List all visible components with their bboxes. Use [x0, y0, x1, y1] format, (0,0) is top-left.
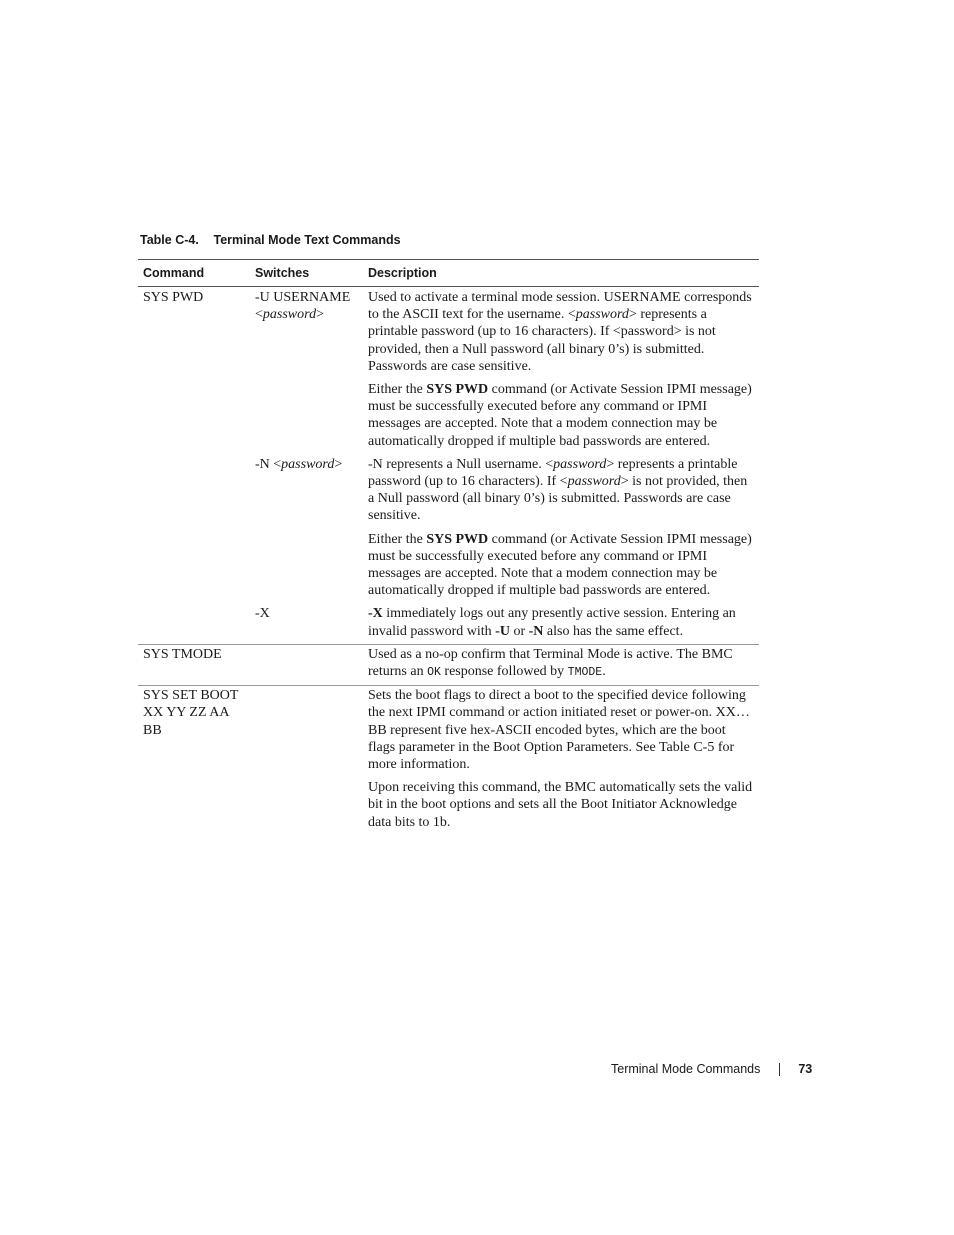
cell-description-tmode [363, 646, 759, 681]
text: command (or Activate Session IPMI message) must be successfully executed before any command or IPMI messages are accepted. Note that a modem connection may be automatically dropped if multiple bad passwords are entered. [368, 531, 752, 599]
header-description: Description [368, 266, 437, 280]
terminal-mode-commands-table [138, 259, 759, 835]
table-caption [140, 233, 401, 247]
cell-command-sys-set-boot [138, 687, 250, 831]
text: Either the [368, 382, 427, 398]
cell-description-n [363, 456, 759, 606]
subrow-switch-n [250, 456, 759, 606]
table-row-sys-set-boot [138, 686, 759, 835]
cell-description-x [363, 605, 759, 639]
switch-u-gt: > [316, 307, 324, 323]
description-set-boot-p2: Upon receiving this command, the BMC automatically sets the valid bit in the boot options and sets all the Boot Initiator Acknowledge data bits to 1b. [368, 780, 753, 830]
cell-description-set-boot [363, 687, 759, 831]
header-switches: Switches [255, 266, 310, 280]
text: Used as a no-op confirm that Terminal Mode is active. The BMC returns an [368, 646, 733, 680]
subrow-switch-x [250, 605, 759, 639]
switch-u-lt: < [255, 307, 263, 323]
description-x [368, 605, 755, 639]
description-u-p2 [368, 381, 755, 450]
table-caption-label: Table C-4. [140, 233, 199, 247]
text-bold: -X [368, 606, 383, 622]
cell-switch-u [250, 289, 363, 456]
page-footer [611, 1062, 812, 1076]
text-italic: password [567, 474, 621, 490]
description-set-boot-p1: Sets the boot flags to direct a boot to the specified device following the next IPMI command or action initiated reset or power-on. XX…BB represent five hex-ASCII encoded bytes, which are the boot flags parameter in the Boot Option Parameters. See Table C-5 for more information. [368, 688, 750, 773]
cell-switch-empty [250, 687, 363, 831]
description-n-p2 [368, 531, 755, 600]
description-u-p1 [368, 289, 755, 375]
text: response followed by [440, 664, 568, 680]
text: Either the [368, 531, 427, 547]
text: immediately logs out any presently active session. Entering an invalid password with [368, 606, 736, 639]
footer-separator [779, 1063, 780, 1076]
text-bold: -U [495, 623, 510, 639]
text: Used to activate a terminal mode session. USERNAME corresponds to the ASCII text for the username. < [368, 290, 752, 323]
text-code: OK [427, 666, 441, 680]
cell-command-sys-pwd [138, 289, 250, 640]
text-italic: password [553, 456, 607, 472]
subrow-switch-u [250, 289, 759, 456]
cell-command-sys-tmode [138, 646, 250, 681]
table-caption-title: Terminal Mode Text Commands [213, 233, 401, 247]
description-n-p1 [368, 456, 755, 525]
command-sys-tmode: SYS TMODE [143, 646, 222, 662]
cell-switch-empty [250, 646, 363, 681]
text: > represents a printable password (up to 16 characters). If < [368, 456, 738, 490]
cell-description-u [363, 289, 759, 456]
header-command: Command [143, 266, 205, 280]
switch-n-password: password [281, 456, 335, 472]
text: -N represents a Null username. < [368, 456, 554, 472]
switch-n-gt: > [334, 456, 343, 472]
switch-n: -N < [255, 456, 282, 472]
text: > is not provided, then a Null password (all binary 0’s) is submitted. Passwords are case sensitive. [368, 474, 748, 524]
table-row-sys-tmode [138, 645, 759, 686]
footer-section-title: Terminal Mode Commands [611, 1062, 761, 1076]
text: . [602, 664, 606, 680]
switch-u-password: password [262, 307, 317, 323]
text: also has the same effect. [543, 623, 684, 639]
text-bold: SYS PWD [426, 531, 489, 547]
command-sys-set-boot-args: XX YY ZZ AA BB [143, 705, 229, 738]
text: or [509, 623, 529, 639]
table-header-row [138, 259, 759, 287]
table-row-sys-pwd [138, 287, 759, 645]
text-bold: -N [528, 623, 544, 639]
text-bold: SYS PWD [426, 382, 489, 398]
description-tmode [368, 646, 755, 681]
cell-switch-x [250, 605, 363, 639]
switch-x: -X [255, 606, 270, 622]
command-sys-pwd: SYS PWD [143, 290, 204, 305]
text-code: TMODE [567, 666, 603, 680]
text: > represents a printable password (up to 16 characters). If <password> is not provided, then a Null password (all binary 0’s) is submitted. Passwords are case sensitive. [368, 307, 716, 374]
command-sys-set-boot: SYS SET BOOT [143, 688, 239, 704]
text: command (or Activate Session IPMI message) must be successfully executed before any command or IPMI messages are accepted. Note that a modem connection may be automatically dropped if multiple bad passwords are entered. [368, 382, 752, 449]
text-italic: password [575, 307, 629, 323]
page-number: 73 [798, 1062, 813, 1076]
switch-u-username: -U USERNAME [255, 290, 351, 305]
cell-switch-n [250, 456, 363, 606]
